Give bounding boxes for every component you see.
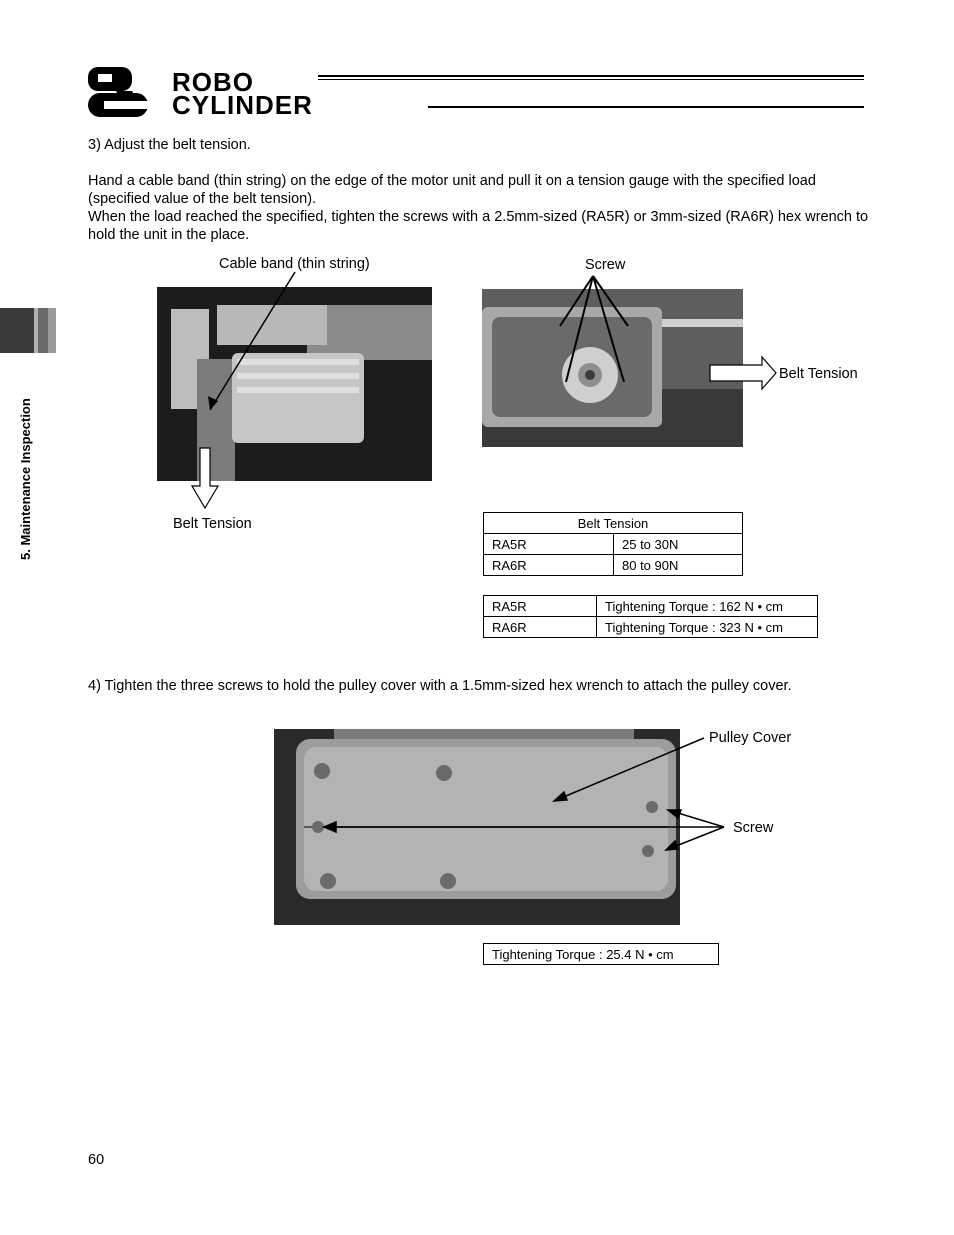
- value-cell: 25 to 30N: [614, 534, 743, 555]
- table-row: [484, 944, 719, 965]
- value-cell: Tightening Torque : 162 N • cm: [597, 596, 818, 617]
- cover-torque-table: [483, 943, 719, 965]
- value-cell: Tightening Torque : 25.4 N • cm: [484, 944, 719, 965]
- model-cell: RA6R: [484, 617, 597, 638]
- cable-band-arrows: [150, 260, 350, 520]
- screw-arrows: [540, 270, 780, 390]
- step4-heading: 4) Tighten the three screws to hold the pulley cover with a 1.5mm-sized hex wrench to attach the pulley cover.: [88, 678, 792, 694]
- header-rule-top: [318, 75, 864, 77]
- logo-text-robo: ROBO: [172, 67, 254, 97]
- belt-tension-header: Belt Tension: [484, 513, 743, 534]
- rc-logo-mark: [88, 67, 168, 117]
- value-cell: Tightening Torque : 323 N • cm: [597, 617, 818, 638]
- callout-cable-band: Cable band (thin string): [219, 256, 370, 272]
- step3-paragraph-1: Hand a cable band (thin string) on the edge of the motor unit and pull it on a tension gauge with the specified load (specified value of the belt tension).: [88, 173, 816, 207]
- table-row: [484, 555, 743, 576]
- chapter-tab: [0, 308, 56, 353]
- value-cell: 80 to 90N: [614, 555, 743, 576]
- table-row: [484, 534, 743, 555]
- header-rule-bottom: [428, 106, 864, 108]
- callout-screw-1: Screw: [585, 257, 626, 273]
- chapter-label: 5. Maintenance Inspection: [18, 398, 33, 560]
- pulley-cover-arrows: [300, 730, 730, 860]
- table-row: [484, 596, 818, 617]
- table-row: [484, 513, 743, 534]
- step3-heading: 3) Adjust the belt tension.: [88, 137, 251, 153]
- callout-screw-2: Screw: [733, 820, 774, 836]
- torque-table: [483, 595, 818, 638]
- page-number: 60: [88, 1152, 105, 1168]
- callout-belt-tension-2: Belt Tension: [779, 366, 858, 382]
- callout-belt-tension-1: Belt Tension: [173, 516, 252, 532]
- logo-text-cylinder: CYLINDER: [172, 90, 313, 120]
- belt-tension-table: [483, 512, 743, 576]
- model-cell: RA5R: [484, 596, 597, 617]
- table-row: [484, 617, 818, 638]
- step3-paragraph-2: When the load reached the specified, tighten the screws with a 2.5mm-sized (RA5R) or 3mm-sized (RA6R) hex wrench to hold the unit in the place.: [88, 209, 869, 243]
- model-cell: RA5R: [484, 534, 614, 555]
- header-rule-top-thin: [318, 79, 864, 80]
- model-cell: RA6R: [484, 555, 614, 576]
- callout-pulley-cover: Pulley Cover: [709, 730, 792, 746]
